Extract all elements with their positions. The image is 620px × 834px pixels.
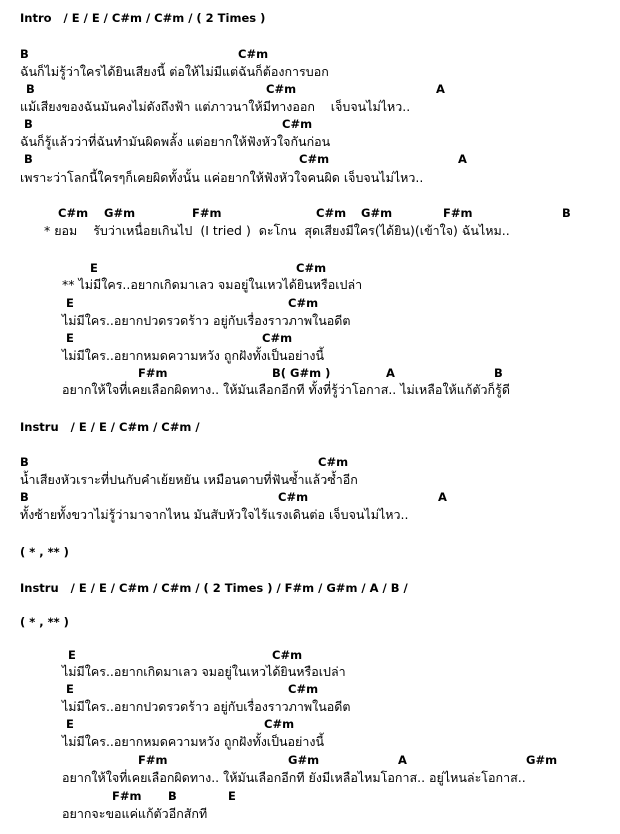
lyric-line: เพราะว่าโลกนี้ใครๆก็เคยผิดทั้งนั้น แค่อยากให้ฟังหัวใจคนผิด เจ็บจนไม่ไหว..	[20, 170, 424, 185]
chord: A	[458, 152, 467, 166]
chord: C#m	[299, 152, 330, 166]
chord: B	[26, 82, 35, 96]
chord: G#m	[361, 206, 393, 220]
lyric-line: ไม่มีใคร..อยากหมดความหวัง ถูกฝังทั้งเป็นอย่างนี้	[62, 734, 325, 749]
chord: E	[228, 789, 236, 803]
chord: E	[66, 296, 74, 310]
lyric-line: ** ไม่มีใคร..อยากเกิดมาเลว จมอยู่ในเหวได้ยินหรือเปล่า	[62, 277, 363, 292]
chord: C#m	[288, 296, 319, 310]
chord: C#m	[296, 261, 327, 275]
chord: A	[438, 490, 447, 504]
chord: B( G#m )	[272, 366, 331, 380]
chord: A	[386, 366, 395, 380]
chord: E	[90, 261, 98, 275]
chord: C#m	[262, 331, 293, 345]
chord: F#m	[192, 206, 222, 220]
chord: B	[20, 455, 29, 469]
chord: G#m	[288, 753, 320, 767]
chord: E	[66, 331, 74, 345]
chord: C#m	[278, 490, 309, 504]
chord: B	[494, 366, 503, 380]
lyric-line: ไม่มีใคร..อยากเกิดมาเลว จมอยู่ในเหวได้ยินหรือเปล่า	[62, 664, 346, 679]
lyric-line: ฉันก็รู้แล้วว่าที่ฉันทำมันผิดพลั้ง แต่อยากให้ฟังหัวใจกันก่อน	[20, 134, 331, 149]
lyric-line: ทั้งซ้ายทั้งขวาไม่รู้ว่ามาจากไหน มันสับหัวใจไร้แรงเดินต่อ เจ็บจนไม่ไหว..	[20, 507, 409, 522]
chord: B	[24, 152, 33, 166]
chord: G#m	[526, 753, 558, 767]
repeat-marker: ( * , ** )	[20, 545, 69, 559]
chord: E	[66, 717, 74, 731]
intro-line: Intro / E / E / C#m / C#m / ( 2 Times )	[20, 11, 266, 25]
lyric-line: อยากจะขอแค่แก้ตัวอีกสักที	[62, 806, 208, 821]
chord: G#m	[104, 206, 136, 220]
instrumental-line: Instru / E / E / C#m / C#m /	[20, 420, 200, 434]
chord: E	[68, 648, 76, 662]
lyric-line: ไม่มีใคร..อยากหมดความหวัง ถูกฝังทั้งเป็นอย่างนี้	[62, 348, 325, 363]
lyric-line: แม้เสียงของฉันมันคงไม่ดังถึงฟ้า แต่ภาวนาให้มีทางออก เจ็บจนไม่ไหว..	[20, 99, 411, 114]
repeat-marker: ( * , ** )	[20, 615, 69, 629]
chord: C#m	[238, 47, 269, 61]
chord: F#m	[443, 206, 473, 220]
chord: F#m	[112, 789, 142, 803]
chord: C#m	[272, 648, 303, 662]
chord: B	[168, 789, 177, 803]
chord: B	[20, 490, 29, 504]
chord: C#m	[316, 206, 347, 220]
chord: F#m	[138, 753, 168, 767]
chord: F#m	[138, 366, 168, 380]
chord: B	[24, 117, 33, 131]
chord: C#m	[288, 682, 319, 696]
lyric-line: อยากให้ใจที่เคยเลือกผิดทาง.. ให้มันเลือกอีกที ทั้งที่รู้ว่าโอกาส.. ไม่เหลือให้แก้ตัวก็รู้ดี	[62, 382, 510, 397]
chord: C#m	[318, 455, 349, 469]
lyric-line: ไม่มีใคร..อยากปวดรวดร้าว อยู่กับเรื่องราวภาพในอดีต	[62, 699, 351, 714]
chord: B	[562, 206, 571, 220]
chord: B	[20, 47, 29, 61]
lyric-line: ฉันก็ไม่รู้ว่าใครได้ยินเสียงนี้ ต่อให้ไม่มีแต่ฉันก็ต้องการบอก	[20, 64, 329, 79]
lyric-line: * ยอม รับว่าเหนื่อยเกินไป (I tried ) ดะโกน สุดเสียงมีใคร(ได้ยิน)(เข้าใจ) ฉันไหม..	[44, 223, 510, 238]
lyric-line: ไม่มีใคร..อยากปวดรวดร้าว อยู่กับเรื่องราวภาพในอดีต	[62, 313, 351, 328]
chord: C#m	[264, 717, 295, 731]
chord: C#m	[266, 82, 297, 96]
lyric-line: น้ำเสียงหัวเราะที่ปนกับคำเย้ยหยัน เหมือนดาบที่ฟันซ้ำแล้วซ้ำอีก	[20, 472, 358, 487]
chord: E	[66, 682, 74, 696]
chord: C#m	[282, 117, 313, 131]
lyric-line: อยากให้ใจที่เคยเลือกผิดทาง.. ให้มันเลือกอีกที ยังมีเหลือไหมโอกาส.. อยู่ไหนล่ะโอกาส..	[62, 770, 526, 785]
chord: C#m	[58, 206, 89, 220]
instrumental-line: Instru / E / E / C#m / C#m / ( 2 Times ) / F#m / G#m / A / B /	[20, 581, 408, 595]
chord: A	[436, 82, 445, 96]
chord: A	[398, 753, 407, 767]
